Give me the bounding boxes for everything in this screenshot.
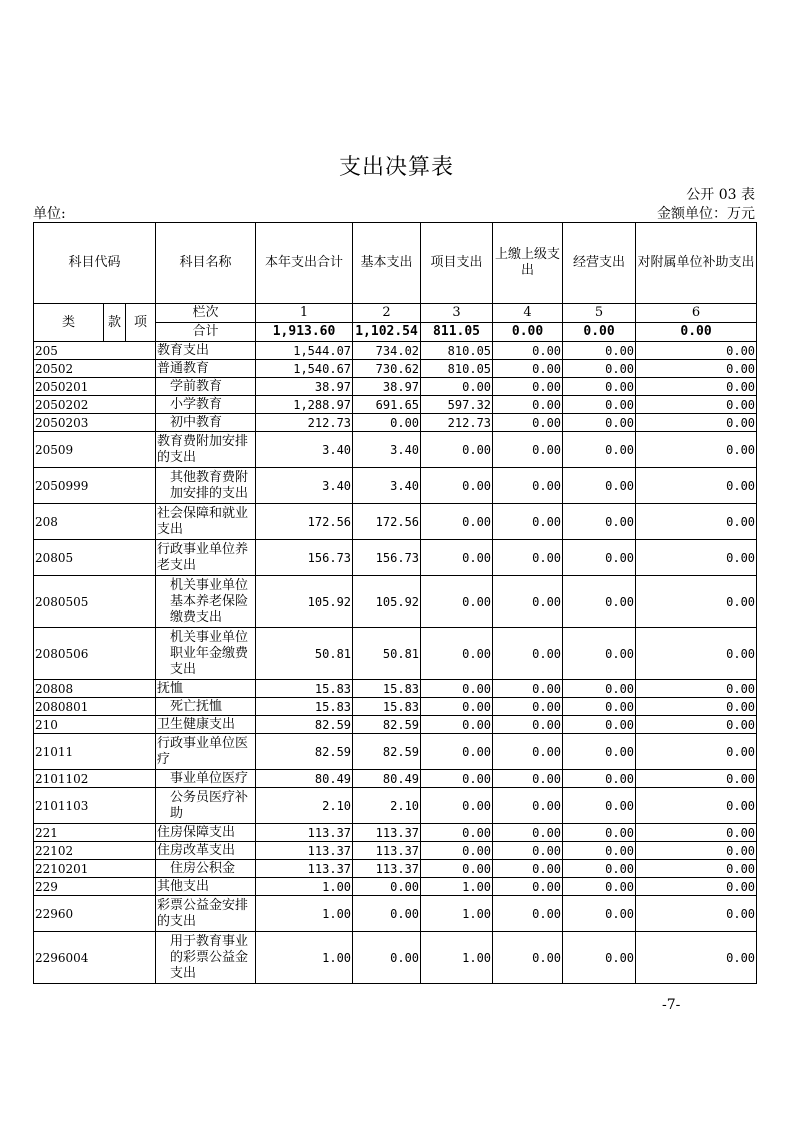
- row-value: 15.83: [353, 680, 421, 698]
- row-value: 0.00: [421, 842, 493, 860]
- row-value: 0.00: [493, 770, 563, 788]
- row-value: 0.00: [421, 628, 493, 680]
- row-blank: [104, 860, 156, 878]
- row-value: 0.00: [636, 896, 757, 932]
- row-value: 0.00: [421, 468, 493, 504]
- row-value: 0.00: [636, 770, 757, 788]
- header-subsidy: 对附属单位补助支出: [636, 223, 757, 304]
- row-code: 2050201: [34, 378, 104, 396]
- row-code: 2210201: [34, 860, 104, 878]
- row-value: 0.00: [636, 628, 757, 680]
- row-name: 初中教育: [156, 414, 256, 432]
- row-value: 0.00: [636, 432, 757, 468]
- row-value: 0.00: [353, 414, 421, 432]
- row-value: 730.62: [353, 360, 421, 378]
- row-value: 691.65: [353, 396, 421, 414]
- row-name: 住房保障支出: [156, 824, 256, 842]
- row-value: 0.00: [421, 860, 493, 878]
- row-value: 0.00: [563, 770, 636, 788]
- row-value: 0.00: [563, 342, 636, 360]
- row-name: 行政事业单位养老支出: [156, 540, 256, 576]
- row-blank: [104, 468, 156, 504]
- row-value: 0.00: [563, 788, 636, 824]
- row-name: 学前教育: [156, 378, 256, 396]
- row-blank: [104, 378, 156, 396]
- total-value: 0.00: [493, 323, 563, 342]
- row-value: 0.00: [636, 360, 757, 378]
- row-value: 0.00: [563, 860, 636, 878]
- header-total: 本年支出合计: [256, 223, 353, 304]
- row-value: 0.00: [563, 414, 636, 432]
- header-col5: 5: [563, 304, 636, 323]
- row-code: 20502: [34, 360, 104, 378]
- row-value: 0.00: [636, 878, 757, 896]
- row-value: 0.00: [353, 878, 421, 896]
- row-value: 0.00: [493, 932, 563, 984]
- row-value: 1,544.07: [256, 342, 353, 360]
- row-value: 0.00: [493, 734, 563, 770]
- row-code: 20805: [34, 540, 104, 576]
- total-value: 811.05: [421, 323, 493, 342]
- row-value: 0.00: [636, 468, 757, 504]
- row-blank: [104, 932, 156, 984]
- row-value: 0.00: [636, 342, 757, 360]
- row-value: 0.00: [636, 860, 757, 878]
- table-row: [34, 432, 757, 468]
- unit-label: 单位:: [33, 206, 66, 222]
- row-value: 0.00: [563, 878, 636, 896]
- row-value: 0.00: [421, 432, 493, 468]
- row-value: 0.00: [493, 878, 563, 896]
- row-code: 210: [34, 716, 104, 734]
- row-name: 抚恤: [156, 680, 256, 698]
- row-value: 0.00: [493, 860, 563, 878]
- row-value: 1,288.97: [256, 396, 353, 414]
- row-value: 0.00: [636, 504, 757, 540]
- row-code: 229: [34, 878, 104, 896]
- row-value: 1.00: [421, 932, 493, 984]
- row-value: 50.81: [353, 628, 421, 680]
- total-value: 1,102.54: [353, 323, 421, 342]
- header-column-no: 栏次: [156, 304, 256, 323]
- row-value: 82.59: [353, 734, 421, 770]
- row-value: 3.40: [353, 468, 421, 504]
- row-blank: [104, 842, 156, 860]
- row-value: 0.00: [636, 698, 757, 716]
- row-value: 50.81: [256, 628, 353, 680]
- row-value: 80.49: [256, 770, 353, 788]
- row-value: 0.00: [493, 824, 563, 842]
- header-project: 项目支出: [421, 223, 493, 304]
- row-blank: [104, 360, 156, 378]
- row-value: 0.00: [636, 734, 757, 770]
- row-name: 机关事业单位职业年金缴费支出: [156, 628, 256, 680]
- row-value: 0.00: [421, 504, 493, 540]
- row-value: 0.00: [493, 468, 563, 504]
- header-lei: 类: [34, 304, 104, 342]
- row-value: 1.00: [256, 932, 353, 984]
- table-row: [34, 734, 757, 770]
- table-row: [34, 842, 757, 860]
- row-value: 15.83: [256, 680, 353, 698]
- row-name: 卫生健康支出: [156, 716, 256, 734]
- row-value: 0.00: [563, 824, 636, 842]
- row-name: 住房改革支出: [156, 842, 256, 860]
- table-row: [34, 698, 757, 716]
- form-number: 公开 03 表: [686, 187, 755, 203]
- row-value: 38.97: [353, 378, 421, 396]
- row-name: 其他支出: [156, 878, 256, 896]
- table-row: [34, 468, 757, 504]
- row-name: 死亡抚恤: [156, 698, 256, 716]
- row-value: 0.00: [493, 842, 563, 860]
- row-code: 20509: [34, 432, 104, 468]
- row-name: 公务员医疗补助: [156, 788, 256, 824]
- header-kuan: 款: [104, 304, 126, 342]
- row-value: 0.00: [421, 824, 493, 842]
- row-code: 2080506: [34, 628, 104, 680]
- row-value: 0.00: [636, 824, 757, 842]
- row-value: 80.49: [353, 770, 421, 788]
- table-row: [34, 716, 757, 734]
- row-value: 0.00: [563, 734, 636, 770]
- row-value: 15.83: [256, 698, 353, 716]
- row-value: 82.59: [353, 716, 421, 734]
- row-code: 2080505: [34, 576, 104, 628]
- row-value: 0.00: [421, 698, 493, 716]
- row-value: 15.83: [353, 698, 421, 716]
- row-value: 0.00: [563, 378, 636, 396]
- row-name: 教育费附加安排的支出: [156, 432, 256, 468]
- header-subject-name: 科目名称: [156, 223, 256, 304]
- table-row: [34, 788, 757, 824]
- row-name: 用于教育事业的彩票公益金支出: [156, 932, 256, 984]
- row-code: 2080801: [34, 698, 104, 716]
- row-code: 2101102: [34, 770, 104, 788]
- row-name: 机关事业单位基本养老保险缴费支出: [156, 576, 256, 628]
- row-blank: [104, 896, 156, 932]
- row-value: 113.37: [353, 842, 421, 860]
- row-blank: [104, 770, 156, 788]
- total-value: 0.00: [636, 323, 757, 342]
- row-value: 0.00: [563, 576, 636, 628]
- row-value: 212.73: [256, 414, 353, 432]
- row-value: 0.00: [636, 788, 757, 824]
- header-subject-code: 科目代码: [34, 223, 156, 304]
- row-value: 0.00: [563, 432, 636, 468]
- row-value: 810.05: [421, 342, 493, 360]
- row-value: 113.37: [256, 860, 353, 878]
- row-value: 0.00: [353, 932, 421, 984]
- row-value: 1.00: [256, 896, 353, 932]
- row-value: 3.40: [256, 432, 353, 468]
- row-value: 0.00: [636, 396, 757, 414]
- row-value: 0.00: [493, 576, 563, 628]
- total-value: 0.00: [563, 323, 636, 342]
- row-value: 0.00: [493, 378, 563, 396]
- page-title: 支出决算表: [338, 155, 454, 180]
- row-value: 0.00: [636, 932, 757, 984]
- row-value: 3.40: [256, 468, 353, 504]
- row-blank: [104, 504, 156, 540]
- page-number: -7-: [662, 997, 681, 1013]
- row-code: 20808: [34, 680, 104, 698]
- row-name: 教育支出: [156, 342, 256, 360]
- row-value: 0.00: [493, 504, 563, 540]
- row-blank: [104, 342, 156, 360]
- table-row: [34, 860, 757, 878]
- row-value: 0.00: [421, 680, 493, 698]
- row-value: 38.97: [256, 378, 353, 396]
- table-row: [34, 824, 757, 842]
- row-value: 1.00: [256, 878, 353, 896]
- row-value: 0.00: [636, 414, 757, 432]
- row-name: 普通教育: [156, 360, 256, 378]
- row-name: 行政事业单位医疗: [156, 734, 256, 770]
- row-value: 0.00: [493, 628, 563, 680]
- row-code: 2101103: [34, 788, 104, 824]
- header-basic: 基本支出: [353, 223, 421, 304]
- row-blank: [104, 414, 156, 432]
- row-value: 810.05: [421, 360, 493, 378]
- row-blank: [104, 432, 156, 468]
- row-value: 82.59: [256, 734, 353, 770]
- row-blank: [104, 878, 156, 896]
- row-value: 0.00: [421, 378, 493, 396]
- row-value: 734.02: [353, 342, 421, 360]
- row-value: 0.00: [493, 342, 563, 360]
- row-value: 0.00: [636, 680, 757, 698]
- row-value: 0.00: [353, 896, 421, 932]
- row-value: 82.59: [256, 716, 353, 734]
- row-value: 0.00: [636, 842, 757, 860]
- row-value: 105.92: [256, 576, 353, 628]
- row-code: 2050202: [34, 396, 104, 414]
- row-value: 172.56: [353, 504, 421, 540]
- header-col2: 2: [353, 304, 421, 323]
- table-row: [34, 680, 757, 698]
- header-col4: 4: [493, 304, 563, 323]
- row-blank: [104, 698, 156, 716]
- total-value: 1,913.60: [256, 323, 353, 342]
- row-name: 小学教育: [156, 396, 256, 414]
- row-value: 212.73: [421, 414, 493, 432]
- row-value: 0.00: [493, 788, 563, 824]
- row-value: 156.73: [256, 540, 353, 576]
- row-value: 0.00: [563, 540, 636, 576]
- row-value: 1.00: [421, 896, 493, 932]
- row-value: 0.00: [563, 504, 636, 540]
- row-value: 1,540.67: [256, 360, 353, 378]
- row-code: 22102: [34, 842, 104, 860]
- row-code: 208: [34, 504, 104, 540]
- row-code: 205: [34, 342, 104, 360]
- row-value: 0.00: [563, 896, 636, 932]
- table-row: [34, 342, 757, 360]
- row-value: 0.00: [563, 680, 636, 698]
- table-row: [34, 378, 757, 396]
- row-code: 2050999: [34, 468, 104, 504]
- table-row: [34, 896, 757, 932]
- row-value: 172.56: [256, 504, 353, 540]
- row-code: 2050203: [34, 414, 104, 432]
- row-value: 0.00: [563, 842, 636, 860]
- row-value: 0.00: [493, 540, 563, 576]
- row-blank: [104, 680, 156, 698]
- row-value: 0.00: [493, 698, 563, 716]
- header-col6: 6: [636, 304, 757, 323]
- row-value: 0.00: [563, 716, 636, 734]
- row-value: 0.00: [421, 734, 493, 770]
- amount-unit: 金额单位：万元: [657, 206, 755, 222]
- row-value: 0.00: [563, 468, 636, 504]
- header-business: 经营支出: [563, 223, 636, 304]
- row-value: 0.00: [493, 680, 563, 698]
- row-code: 21011: [34, 734, 104, 770]
- table-body: [34, 342, 757, 984]
- row-value: 2.10: [353, 788, 421, 824]
- table-row: [34, 540, 757, 576]
- row-value: 0.00: [493, 414, 563, 432]
- row-name: 住房公积金: [156, 860, 256, 878]
- table-row: [34, 396, 757, 414]
- row-value: 0.00: [493, 432, 563, 468]
- row-value: 113.37: [353, 860, 421, 878]
- table-row: [34, 932, 757, 984]
- row-code: 2296004: [34, 932, 104, 984]
- row-value: 0.00: [493, 716, 563, 734]
- row-blank: [104, 576, 156, 628]
- row-code: 221: [34, 824, 104, 842]
- table-row: [34, 878, 757, 896]
- row-name: 社会保障和就业支出: [156, 504, 256, 540]
- row-blank: [104, 734, 156, 770]
- row-value: 0.00: [636, 540, 757, 576]
- row-value: 105.92: [353, 576, 421, 628]
- row-code: 22960: [34, 896, 104, 932]
- row-blank: [104, 788, 156, 824]
- row-value: 0.00: [636, 716, 757, 734]
- row-value: 0.00: [493, 360, 563, 378]
- header-col3: 3: [421, 304, 493, 323]
- row-name: 事业单位医疗: [156, 770, 256, 788]
- header-col1: 1: [256, 304, 353, 323]
- row-value: 0.00: [636, 378, 757, 396]
- row-value: 0.00: [563, 360, 636, 378]
- row-value: 113.37: [256, 842, 353, 860]
- row-value: 2.10: [256, 788, 353, 824]
- row-blank: [104, 396, 156, 414]
- row-blank: [104, 824, 156, 842]
- row-blank: [104, 628, 156, 680]
- row-blank: [104, 716, 156, 734]
- row-value: 0.00: [563, 396, 636, 414]
- table-row: [34, 576, 757, 628]
- row-value: 0.00: [493, 396, 563, 414]
- row-value: 0.00: [421, 576, 493, 628]
- table-row: [34, 770, 757, 788]
- row-value: 0.00: [563, 698, 636, 716]
- row-value: 113.37: [256, 824, 353, 842]
- expenditure-table: [33, 222, 757, 984]
- row-value: 0.00: [421, 716, 493, 734]
- row-value: 1.00: [421, 878, 493, 896]
- row-value: 3.40: [353, 432, 421, 468]
- table-row: [34, 360, 757, 378]
- table-row: [34, 414, 757, 432]
- row-value: 0.00: [493, 896, 563, 932]
- row-value: 0.00: [421, 770, 493, 788]
- row-blank: [104, 540, 156, 576]
- row-value: 0.00: [636, 576, 757, 628]
- row-name: 其他教育费附加安排的支出: [156, 468, 256, 504]
- row-value: 0.00: [421, 540, 493, 576]
- row-value: 0.00: [563, 628, 636, 680]
- table-row: [34, 504, 757, 540]
- header-xiang: 项: [126, 304, 156, 342]
- row-value: 597.32: [421, 396, 493, 414]
- row-value: 0.00: [421, 788, 493, 824]
- row-name: 彩票公益金安排的支出: [156, 896, 256, 932]
- row-value: 0.00: [563, 932, 636, 984]
- row-value: 156.73: [353, 540, 421, 576]
- table-row: [34, 628, 757, 680]
- row-value: 113.37: [353, 824, 421, 842]
- total-label: 合计: [156, 323, 256, 342]
- header-upper: 上缴上级支出: [493, 223, 563, 304]
